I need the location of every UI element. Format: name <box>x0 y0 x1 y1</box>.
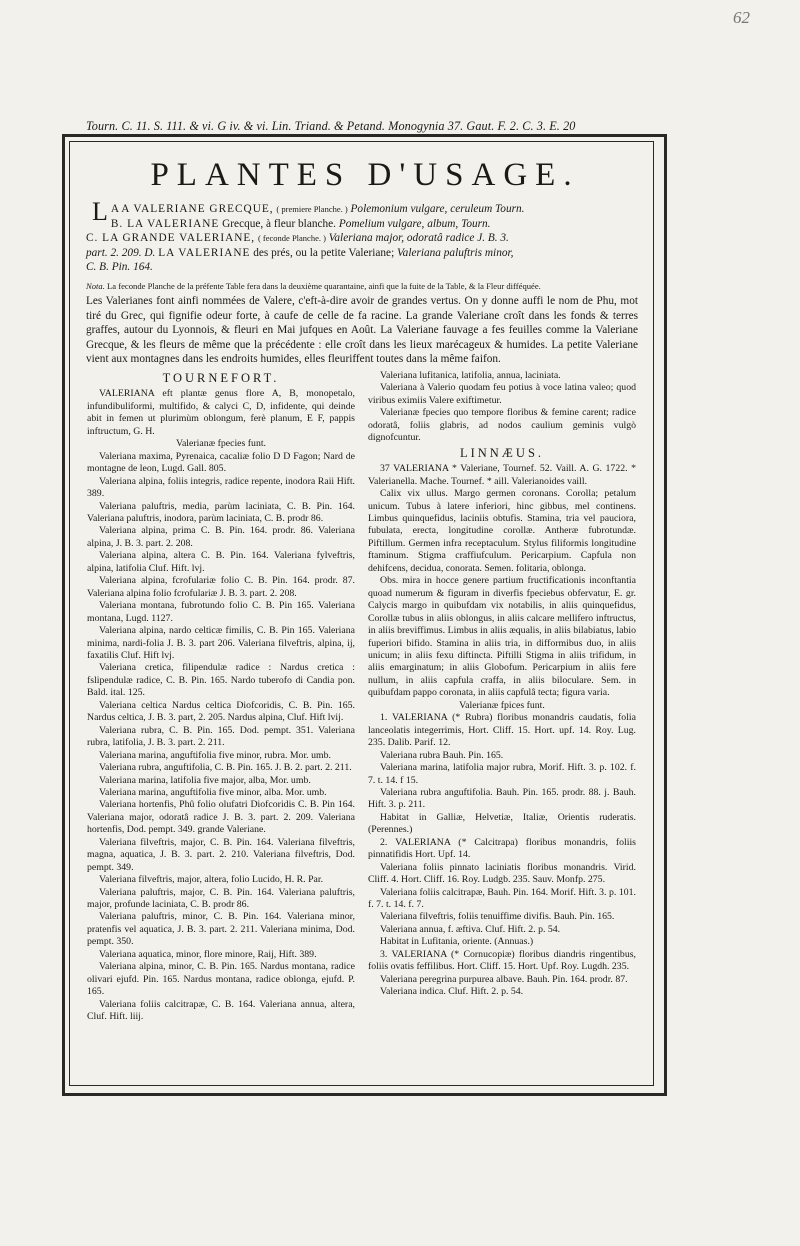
list-item: Valeriana foliis calcitrapæ, C. B. 164. Valeriana annua, altera, Cluf. Hift. liij. <box>87 998 355 1023</box>
list-item: Valeriana foliis pinnato laciniatis floribus monandris. Virid. Cliff. 4. Hort. Cliff. 16. Roy. Ludgb. 235. Sauv. Monfp. 275. <box>368 861 636 886</box>
list-item: Valeriana rubra, anguftifolia, C. B. Pin. 165. J. B. 2. part. 2. 211. <box>99 762 352 774</box>
classification-header: Tourn. C. 11. S. 111. & vi. G iv. & vi. Lin. Triand. & Petand. Monogynia 37. Gaut. F. 2. C. 3. E. 20 <box>86 119 576 133</box>
list-item: Valeriana alpina, foliis integris, radice repente, inodora Raii Hift. 389. <box>87 475 355 500</box>
list-item: Valeriana alpina, altera C. B. Pin. 164. Valeriana fylveftris, alpina, latifolia Cluf. Hift. lvj. <box>87 550 355 574</box>
description-paragraph: Les Valerianes font ainfi nommées de Valere, c'eft-à-dire avoir de grandes vertus. On y donne auffi le nom de Phu, mot tiré du Grec, qui fignifie odeur forte, à caufe de celle de fa racine. La grande Valeriane croît dans les fonds & terres graffes, autour du Lyonnois, & fleuri en Mai jufques en Août. La Valeriane fauvage a fes feuilles comme la Valeriane Grecque, & les fleurs de même que la précédente : elle croît dans les lieux marécageux & humides. La petite Valeriane vient aux montagnes dans les endroits humides, elles fleuriffent toutes dans la même faifon. <box>86 295 638 365</box>
legend-a-note: ( premiere Planche. ) <box>276 204 348 214</box>
list-item: Valeriana annua, f. æftiva. Cluf. Hift. 2. p. 54. <box>380 923 561 935</box>
drop-cap: L <box>92 197 108 226</box>
legend-b-latin: Pomelium vulgare, album, Tourn. <box>338 217 491 230</box>
list-item: Valeriana maxima, Pyrenaica, cacaliæ folio D D Fagon; Nard de montagne de leon, Lugd. Gall. 805. <box>87 450 355 475</box>
list-item: Valeriana marina, latifolia major rubra, Morif. Hift. 3. p. 102. f. 7. t. 14. f 15. <box>368 762 636 786</box>
list-item: Valeriana aquatica, minor, flore minore, Raij, Hift. 389. <box>99 948 317 960</box>
tournefort-intro: VALERIANA eft plantæ genus flore A, B, monopetalo, infundibuliformi, multifido, & calyci C, D, infidente, qui deinde abit in femen ut plurimùm oblongum, ferè planum, E F, pappis inftructum, G. H. <box>87 388 355 437</box>
plate-legend <box>86 197 636 275</box>
list-item: Valeriana celtica Nardus celtica Diofcoridis, C. B. Pin. 165. Nardus celtica, J. B. 3. part, 2. 205. Nardus alpina, Cluf. Hift lvij. <box>87 699 355 724</box>
list-item: Valeriana alpina, prima C. B. Pin. 164. prodr. 86. Valeriana alpina, J. B. 3. part. 2. 208. <box>87 525 355 549</box>
legend-d-text: des prés, ou la petite Valeriane; <box>253 246 395 259</box>
list-item: Valeriana alpina, fcrofulariæ folio C. B. Pin. 164. prodr. 87. Valeriana alpina folio fcrofulariæ J. B. 3. part. 2. 208. <box>87 575 355 599</box>
left-entry-list <box>87 451 355 1024</box>
list-item: Valeriana indica. Cluf. Hift. 2. p. 54. <box>380 986 524 998</box>
tournefort-heading: TOURNEFORT. <box>162 371 280 385</box>
list-item: Valeriana rubra anguftifolia. Bauh. Pin. 165. prodr. 88. j. Bauh. Hift. 3. p. 211. <box>368 786 636 811</box>
legend-b-text: Grecque, à fleur blanche. <box>222 217 336 230</box>
list-item: Habitat in Lufitania, oriente. (Annuas.) <box>380 936 534 948</box>
right-top-list <box>368 370 636 445</box>
list-item: Valeriana hortenfis, Phû folio olufatri Diofcoridis C. B. Pin 164. Valeriana major, odoratâ radice J. B. 3. part. 2. 209. Valeriana hortenfis, Dod. pempt. 349. grande Valeriane. <box>87 799 355 836</box>
list-item: Valeriana paluftris, major, C. B. Pin. 164. Valeriana paluftris, major, profunde laciniata, C. B. prodr 86. <box>87 886 355 911</box>
list-item: Valeriana rubra, C. B. Pin. 165. Dod. pempt. 351. Valeriana rubra, latifolia, J. B. 3. part. 2. 211. <box>87 724 355 749</box>
list-item: Valeriana paluftris, minor, C. B. Pin. 164. Valeriana minor, pratenfis vel aquatica, J. B. 3. part. 2. 211. Valeriana minima, Dod. pempt. 350. <box>87 911 355 948</box>
list-item: Valeriana filveftris, major, altera, folio Lucido, H. R. Par. <box>99 874 324 886</box>
list-item: Valeriana alpina, nardo celticæ fimilis, C. B. Pin 165. Valeriana minima, nardi-folia J. B. 3. part 206. Valeriana filveftris, alpina, ij, faxatilis Cluf. Hift lvj. <box>87 625 355 661</box>
list-item: Valeriana cretica, filipendulæ radice : Nardus cretica : fslipendulæ radice, C. B. Pin. 165. Nardo tuberofo di Candia pon. Bald. ital. 125. <box>87 662 355 699</box>
legend-d-name: LA VALERIANE <box>158 246 251 259</box>
list-item: Valeriana marina, latifolia five major, alba, Mor. umb. <box>99 774 311 786</box>
list-item: Valeriana montana, fubrotundo folio C. B. Pin 165. Valeriana montana, Lugd. 1127. <box>87 600 355 624</box>
nota-label: Nota. <box>86 281 105 291</box>
legend-d-latin: Valeriana paluftris minor, <box>397 246 514 259</box>
right-species-heading: Valerianæ fpices funt. <box>459 699 545 711</box>
legend-e: C. B. Pin. 164. <box>86 261 153 274</box>
letter-a: A <box>110 203 119 215</box>
linnaeus-description: Calix vix ullus. Margo germen coronans. Corolla; petalum unicum. Tubus à latere inferiori, hinc gibbus, mel continens. Limbus quinquefidus, laciniis obtufis. Stamina, tria vel pauciora, fubulata, erecta, longitudine corollæ. Antheræ fubrotundæ. Piftillum. Germen infra receptaculum. Stylus filiformis longitudine ftaminum. Stigma craffiufculum. Pericarpium. Capfula non dehifcens, decidua, conorata. Semen. folitaria, oblonga. <box>368 488 636 574</box>
legend-c-name: C. LA GRANDE VALERIANE, <box>86 232 256 245</box>
list-item: Valeriana filveftris, major, C. B. Pin. 164. Valeriana filveftris, magna, aquatica, J. B. 3. part. 2. 210. Valeriana filveftris, Dod. pempt. 349. <box>87 836 355 873</box>
page-number: 62 <box>733 8 750 27</box>
list-item: Valeriana alpina, minor, C. B. Pin. 165. Nardus montana, radice olivari ejufd. Pin. 165. Nardus montana, radice oblonga, ejufd. P. 165. <box>87 961 355 998</box>
list-item: 2. VALERIANA (* Calcitrapa) floribus monandris, foliis pinnatifidis Hort. Upf. 14. <box>368 836 636 861</box>
right-entry-list <box>368 712 636 998</box>
list-item: Habitat in Galliæ, Helvetiæ, Italiæ, Orientis ruderatis. (Perennes.) <box>368 811 636 836</box>
list-item: Valeriana rubra Bauh. Pin. 165. <box>380 749 504 761</box>
list-item: Valeriana paluftris, media, parùm laciniata, C. B. Pin. 164. Valeriana paluftris, inodora, parùm laciniata, C. B. prodr 86. <box>87 500 355 524</box>
list-item: Valeriana marina, anguftifolia five minor, alba. Mor. umb. <box>99 786 327 798</box>
legend-a-name: A VALERIANE GRECQUE, <box>121 203 274 215</box>
right-column <box>368 370 636 999</box>
list-item: Valeriana peregrina purpurea albave. Bauh. Pin. 164. prodr. 87. <box>380 973 628 985</box>
list-item: 1. VALERIANA (* Rubra) floribus monandris caudatis, folia lanceolatis integerrimis, Hort. Cliff. 15. Hort. upf. 14. Roy. Lug. 235. Dalib. Parif. 12. <box>368 712 636 749</box>
left-species-heading: Valerianæ fpecies funt. <box>175 438 267 450</box>
page-title: PLANTES D'USAGE. <box>150 157 580 193</box>
list-item: Valerianæ fpecies quo tempore floribus & femine carent; radice odoratâ, foliis glabris, ad nodos caulium geminis vulgò dignofcuntur. <box>368 407 636 444</box>
list-item: Valeriana lufitanica, latifolia, annua, laciniata. <box>380 370 561 381</box>
list-item: Valeriana foliis calcitrapæ, Bauh. Pin. 164. Morif. Hift. 3. p. 101. f. 7. t. 14. f. 7. <box>368 886 636 911</box>
nota-line <box>86 280 636 292</box>
linnaeus-heading: LINNÆUS. <box>459 445 545 460</box>
legend-b-name: B. LA VALERIANE <box>110 217 220 230</box>
list-item: Valeriana marina, anguftifolia five minor, rubra. Mor. umb. <box>99 749 331 761</box>
legend-c-note: ( feconde Planche. ) <box>257 233 326 244</box>
legend-a-latin: Polemonium vulgare, ceruleum Tourn. <box>350 203 525 215</box>
legend-c-latin: Valeriana major, odoratâ radice J. B. 3. <box>328 232 509 245</box>
left-column <box>87 370 355 1024</box>
legend-d-pre: part. 2. 209. D. <box>86 246 156 259</box>
list-item: Valeriana à Valerio quodam feu potius à voce latina valeo; quod viribus eximiis Valere exiftimetur. <box>368 382 636 406</box>
nota-text: La feconde Planche de la préfente Table fera dans la deuxième quarantaine, ainfi que la fuite de la Table, & la Fleur difféquée. <box>107 281 541 291</box>
list-item: 3. VALERIANA (* Cornucopiæ) floribus diandris ringentibus, foliis ovatis feffilibus. Hort. Cliff. 15. Hort. Upf. Roy. Lugdh. 235. <box>368 948 636 973</box>
list-item: Valeriana filveftris, foliis tenuiffime divifis. Bauh. Pin. 165. <box>380 911 615 923</box>
linnaeus-obs: Obs. mira in hocce genere partium fructificationis inconftantia quoad numerum & figuram in diverfis fpeciebus obfervatur, E. gr. Calycis margo in quibufdam vix notabilis, in aliis quinquefidus, Corollæ tubus in aliis oblongus, in aliis calcare mellifero inftructus, in aliis breviffimus. Limbus in aliis æqualis, in aliis bilabiatus, labio fuperiori bifido. Stamina in aliis tria, in difformibus duo, in aliis unicum; in aliis fexu diftincta. Piftilli Stigma in aliis trifidum, in aliis emarginatum; in aliis Globofum. Pericarpium in aliis fere nullum, in aliis capfula craffa, in aliis biloculare. Sem. in quibufdam pappo coronata, in aliis capfulâ tecta; figura varia. <box>368 575 636 699</box>
linnaeus-genus: 37 VALERIANA * Valeriane, Tournef. 52. Vaill. A. G. 1722. * Valerianella. Mache. Tournef. * aill. Valerianoides vaill. <box>368 463 636 487</box>
